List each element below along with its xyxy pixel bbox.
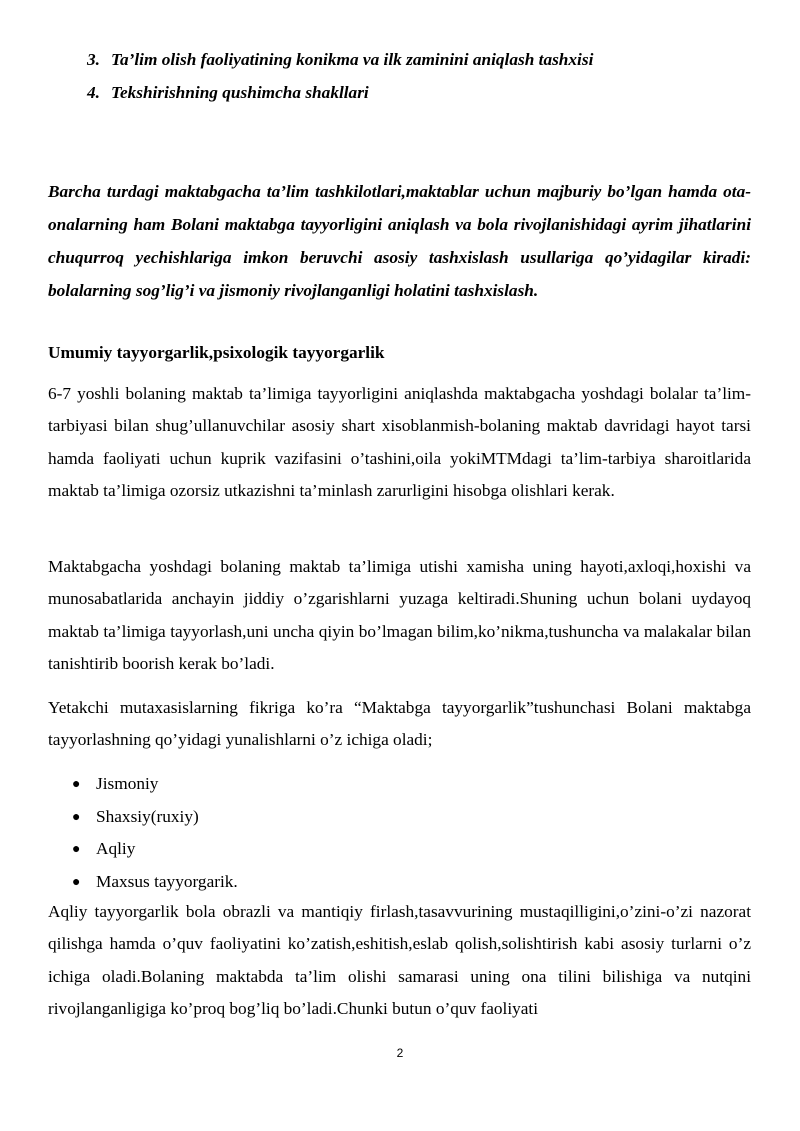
bullet-list-item — [72, 866, 238, 899]
section-heading: Umumiy tayyorgarlik,psixologik tayyorgarlik — [48, 343, 385, 362]
list-number: 4. — [87, 83, 100, 102]
bullet-list-item — [72, 833, 238, 866]
intro-paragraph: Barcha turdagi maktabgacha ta’lim tashkilotlari,maktablar uchun majburiy bo’lgan hamda ota-onalarning ham Bolani maktabga tayyorligini aniqlash va bola rivojlanishidagi ayrim jihatlarini chuqurroq yechishlariga imkon beruvchi asosiy tashxislash usullariga qo’yidagilar kiradi: bolalarning sog’lig’i va jismoniy rivojlanganligi holatini tashxislash. — [48, 182, 751, 300]
numbered-list — [87, 46, 593, 112]
numbered-list-item — [87, 79, 593, 112]
body-paragraph: Yetakchi mutaxasislarning fikriga ko’ra “Maktabga tayyorgarlik”tushunchasi Bolani maktabga tayyorlashning qo’yidagi yunalishlarni o’z ichiga oladi; — [48, 698, 751, 750]
bullet-icon: ● — [72, 874, 81, 890]
bullet-icon: ● — [72, 777, 81, 792]
bullet-text: Aqliy — [96, 839, 136, 859]
bullet-text: Jismoniy — [96, 774, 159, 793]
list-item-text: Tekshirishning qushimcha shakllari — [111, 83, 369, 102]
body-paragraph: Maktabgacha yoshdagi bolaning maktab ta’limiga utishi xamisha uning hayoti,axloqi,hoxishi va munosabatlarida anchayin jiddiy o’zgarishlarni yuzaga keltiradi.Shuning uchun bolani uydayoq maktab ta’limiga tayyorlash,uni uncha qiyin bo’lmagan bilim,ko’nikma,tushuncha va malakalar bilan tanishtirib boorish kerak bo’ladi. — [48, 557, 751, 673]
bullet-list — [72, 768, 238, 898]
page-number: 2 — [396, 1046, 404, 1060]
bullet-text: Shaxsiy(ruxiy) — [96, 806, 199, 826]
bullet-text: Maxsus tayyorgarik. — [96, 871, 238, 891]
body-paragraph: 6-7 yoshli bolaning maktab ta’limiga tayyorligini aniqlashda maktabgacha yoshdagi bolalar ta’lim-tarbiyasi bilan shug’ullanuvchilar asosiy shart xisoblanmish-bolaning maktab davridagi hayot tarsi hamda faoliyati uchun kuprik vazifasini o’tashini,oila yokiMTMdagi ta’lim-tarbiya sharoitlarida maktab ta’limiga ozorsiz utkazishni ta’minlash zarurligini hisobga olishlari kerak. — [48, 384, 751, 500]
numbered-list-item — [87, 46, 593, 79]
bullet-list-item — [72, 801, 238, 834]
bullet-icon: ● — [72, 809, 81, 825]
bullet-icon: ● — [72, 842, 81, 858]
bullet-list-item — [72, 768, 238, 801]
list-number: 3. — [87, 50, 100, 69]
closing-paragraph: Aqliy tayyorgarlik bola obrazli va mantiqiy firlash,tasavvurining mustaqilligini,o’zini-o’zi nazorat qilishga hamda o’quv faoliyatini ko’zatish,eshitish,eslab qolish,solishtirish kabi asosiy turlarni o’z ichiga oladi.Bolaning maktabda ta’lim olishi samarasi uning ona tilini bilishiga va nutqini rivojlanganligiga ko’proq bog’liq bo’ladi.Chunki butun o’quv faoliyati — [48, 902, 751, 1018]
list-item-text: Ta’lim olish faoliyatining konikma va ilk zaminini aniqlash tashxisi — [111, 50, 594, 69]
